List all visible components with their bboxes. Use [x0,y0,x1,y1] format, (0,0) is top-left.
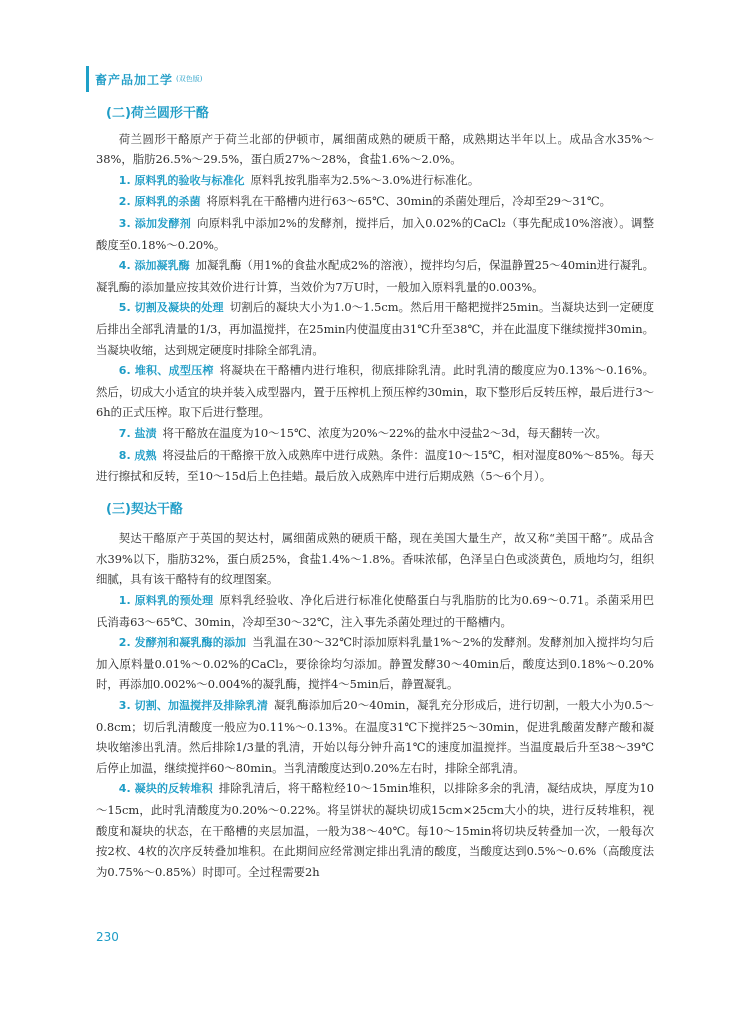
process-step [96,632,654,695]
step-text: 将凝块在干酪槽内进行堆积，彻底排除乳清。此时乳清的酸度应为0.13%～0.16%。然后，切成大小适宜的块并装入成型器内，置于压榨机上预压榨约30min，取下整形后反转压榨，最后进行3～6h的正式压榨。取下后进行整理。 [96,363,654,420]
section-spacer [96,487,654,500]
section-title-cheddar: (三)契达干酪 [106,501,183,517]
header-accent-bar [86,66,89,92]
process-step [96,297,654,360]
step-text: 原料乳按乳脂率为2.5%～3.0%进行标准化。 [250,172,480,187]
process-step [96,191,654,213]
process-step [96,778,654,882]
step-text: 向原料乳中添加2%的发酵剂，搅拌后，加入0.02%的CaCl₂（事先配成10%溶液）。调整酸度至0.18%～0.20%。 [96,215,654,252]
section-title-gouda: (二)荷兰圆形干酪 [106,106,209,121]
step-heading: 2. 发酵剂和凝乳酶的添加 [118,636,247,650]
step-heading: 7. 盐渍 [118,426,157,440]
page-body [96,104,654,882]
step-text: 排除乳清后，将干酪粒经10～15min堆积，以排除多余的乳清，凝结成块，厚度为10～15cm，此时乳清酸度为0.20%～0.22%。将呈饼状的凝块切成15cm×25cm大小的块，进行反转堆积，视酸度和凝块的状态，在干酪槽的夹层加温，一般为38～40℃。每10～15min将切块反转叠加一次，一般每次按2枚、4枚的次序反转叠加堆积。在此期间应经常测定排出乳清的酸度，当酸度达到0.5%～0.6%（高酸度法为0.75%～0.85%）时即可。全过程需要2h [96,781,654,879]
step-heading: 3. 切割、加温搅拌及排除乳清 [118,699,269,713]
step-heading: 6. 堆积、成型压榨 [118,364,214,378]
step-text: 将干酪放在温度为10～15℃、浓度为20%～22%的盐水中浸盐2～3d，每天翻转一次。 [162,425,607,440]
section-intro: 契达干酪原产于英国的契达村，属细菌成熟的硬质干酪，现在美国大量生产，故又称“美国干酪”。成品含水39%以下，脂肪32%，蛋白质25%，食盐1.4%～1.8%。香味浓郁，色泽呈白色或淡黄色，质地均匀，组织细腻，具有该干酪特有的纹理图案。 [96,531,654,587]
step-text: 凝乳酶添加后20～40min，凝乳充分形成后，进行切割，一般大小为0.5～0.8cm；切后乳清酸度一般应为0.11%～0.13%。在温度31℃下搅拌25～30min，促进乳酸菌发酵产酸和凝块收缩渗出乳清。然后排除1/3量的乳清，开始以每分钟升高1℃的速度加温搅拌。当温度最后升至38～39℃后停止加温，继续搅拌60～80min。当乳清酸度达到0.20%左右时，排除全部乳清。 [96,698,654,775]
running-header [86,64,202,94]
step-text: 加凝乳酶（用1%的食盐水配成2%的溶液），搅拌均匀后，保温静置25～40min进行凝乳。凝乳酶的添加量应按其效价进行计算，当效价为7万U时，一般加入原料乳量的0.003%。 [96,258,654,294]
step-text: 原料乳经验收、净化后进行标准化使酪蛋白与乳脂肪的比为0.69～0.71。杀菌采用巴氏消毒63～65℃、30min，冷却至30～32℃，注入事先杀菌处理过的干酪槽内。 [96,593,654,629]
process-step [96,213,654,255]
step-text: 将浸盐后的干酪擦干放入成熟库中进行成熟。条件：温度10～15℃，相对湿度80%～85%。每天进行擦拭和反转，至10～15d后上色挂蜡。最后放入成熟库中进行后期成熟（5～6个月）。 [96,447,654,484]
process-step [96,423,654,445]
book-title: 畜产品加工学 [95,72,174,87]
step-heading: 1. 原料乳的验收与标准化 [118,173,245,187]
step-heading: 4. 添加凝乳酶 [118,259,190,273]
step-heading: 2. 原料乳的杀菌 [118,195,201,209]
step-heading: 3. 添加发酵剂 [118,216,192,230]
process-step [96,695,654,778]
step-heading: 1. 原料乳的预处理 [118,594,214,608]
book-edition: (双色版) [176,75,203,83]
process-step [96,360,654,423]
process-step [96,590,654,632]
step-heading: 4. 凝块的反转堆积 [118,782,213,796]
step-text: 切割后的凝块大小为1.0～1.5cm。然后用干酪耙搅拌25min。当凝块达到一定硬度后排出全部乳清量的1/3，再加温搅拌，在25min内使温度由31℃升至38℃，并在此温度下继续搅拌30min。当凝块收缩，达到规定硬度时排除全部乳清。 [96,300,654,357]
step-text: 当乳温在30～32℃时添加原料乳量1%～2%的发酵剂。发酵剂加入搅拌均匀后加入原料量0.01%～0.02%的CaCl₂，要徐徐均匀添加。静置发酵30～40min后，酸度达到0.18%～0.20%时，再添加0.002%～0.004%的凝乳酶，搅拌4～5min后，静置凝乳。 [96,635,654,692]
step-heading: 8. 成熟 [118,448,157,462]
step-heading: 5. 切割及凝块的处理 [118,301,224,315]
step-text: 将原料乳在干酪槽内进行63～65℃、30min的杀菌处理后，冷却至29～31℃。 [206,194,611,209]
process-step [96,170,654,192]
process-step [96,445,654,487]
section-intro: 荷兰圆形干酪原产于荷兰北部的伊顿市，属细菌成熟的硬质干酪，成熟期达半年以上。成品含水35%～38%，脂肪26.5%～29.5%，蛋白质27%～28%，食盐1.6%～2.0%。 [96,131,654,167]
process-step [96,255,654,297]
page-number: 230 [96,930,119,944]
